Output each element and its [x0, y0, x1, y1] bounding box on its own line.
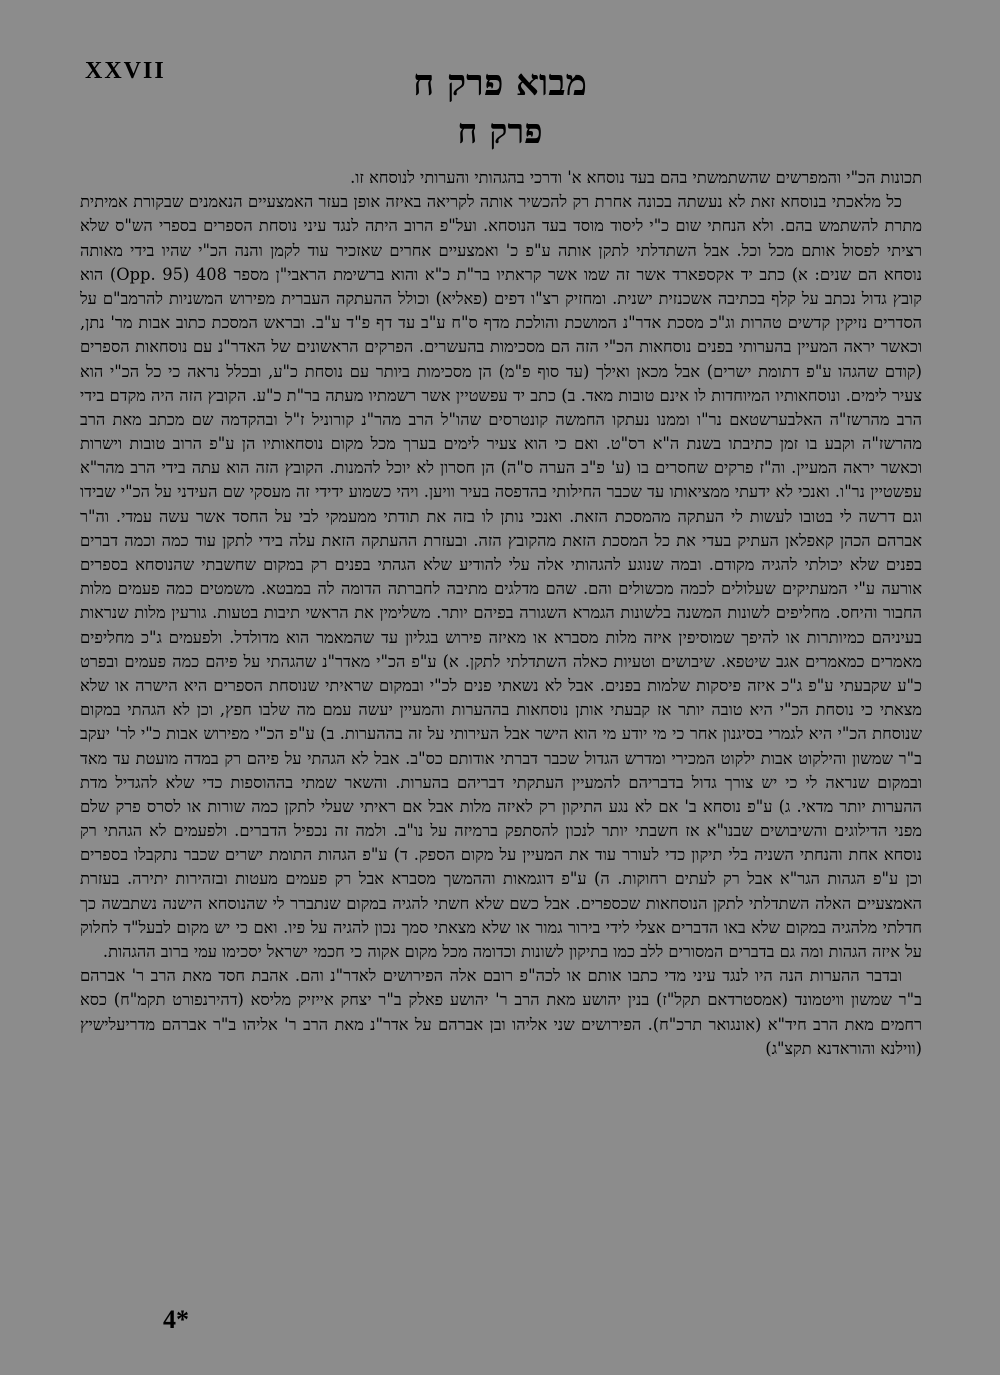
page-number: XXVII — [85, 58, 166, 84]
running-head: מבוא פרק ח — [413, 62, 587, 104]
body-text — [80, 166, 922, 1296]
paragraph-commentaries: ובדבר ההערות הנה היו לנגד עיני מדי כתבו אותם או לכה"פ רובם אלה הפירושים לאדר"נ והם. אהבת חסד מאת הרב ר' אברהם ב"ר שמשון וויטמונד (אמסטרדאם תקל"ז) בנין יהושע מאת הרב ר' יהושע פאלק ב"ר יצחק אייזיק מליסא (דהירנפורט תקמ"ח) כסא רחמים מאת הרב חיד"א (אונגואר תרכ"ח). הפירושים שני אליהו ובן אברהם על אדר"נ מאת הרב ר' אליהו ב"ר אברהם מדריעלישיץ (ווילנא והוראדנא תקצ"ג) — [80, 966, 922, 1058]
chapter-title: פרק ח — [457, 112, 543, 152]
signature-mark: 4* — [163, 1305, 189, 1334]
paragraph-manuscripts: כל מלאכתי בנוסחא זאת לא נעשתה בכונה אחרת רק להכשיר אותה לקריאה באיזה אופן בעזר האמצעיים הנאמנים שבקורת אמיתית מתרת להשתמש בהם. ולא הנחתי שום כ"י ליסוד מוסד בעד הנוסחא. ועל"פ הרוב היתה לנגד עיני נוסחת הספרים בספרי הש"ס שלא רציתי לפסול אותם מכל וכל. אבל השתדלתי לתקן אותה ע"פ כ' ואמצעיים אחרים שאזכיר עוד לקמן והנה הכ"י שהיו בידי מאותה נוסחא הם שנים: א) כתב יד אקספארד אשר זה שמו אשר קראתיו בר"ת כ"א והוא ברשימת הראבי"ן מספר 408 (Opp. 95) הוא קובץ גדול נכתב על קלף בכתיבה אשכנזית ישנית. ומחזיק רצ"ו דפים (פאליא) וכולל ההעתקה העברית מפירוש המשניות להרמב"ם על הסדרים נזיקין קדשים טהרות וג"כ מסכת אדר"נ המושכת והולכת מדף ס"ח ע"ב עד דף פ"ד ע"ב. ובראש המסכת כתוב אבות מר' נתן, וכאשר יראה המעיין בהערותי בפנים נוסחאות הכ"י הזה הם מסכימות בהעשרים. הפרקים הראשונים של האדר"נ עם נוסחאות הספרים (קודם שהגהו ע"פ דתומת ישרים) אבל מכאן ואילך (עד סוף פ"מ) הן מסכימות ביותר עם נוסחת כ"ע, ובכלל נראה כי כל הכ"י הוא צעיר לימים. ונוסחאותיו המיוחדות לו אינם טובות מאד. ב) כתב יד עפשטיין אשר רשמתיו מעתה בר"ת כ"ע. הקובץ הזה היה מקדם בידי הרב מהרשז"ה האלבערשטאם נר"ו וממנו נעתקו החמשה קונטרסים שהו"ל הרב מהר"נ קורוניל ז"ל ובהקדמה שם מכתב מאת הרב מהרשז"ה וקבע בו זמן כתיבתו בשנת ה"א רס"ט. ואם כי הוא צעיר לימים בערך מכל מקום נוסחאותיו הן ע"פ הרוב טובות וישרות וכאשר יראה המעיין. וה"ז פרקים שחסרים בו (ע' פ"ב הערה ס"ה) הן חסרון לא יוכל להמנות. הקובץ הזה הוא עתה בידי הרב מהר"א עפשטיין נר"ו. ואנכי לא ידעתי ממציאותו עד שכבר החילותי בהדפסה בעיר וויען. ויהי כשמוע ידידי זה מעסקי שם העידני על הכ"י שבידו וגם דרשה לי בטובו לעשות לי העתקה מהמסכת הזאת. ואנכי נותן לו בזה את תודתי ממעמקי לבי על החסד אשר עשה עמדי. וה"ר אברהם הכהן קאפלאן העתיק בעדי את כל המסכת הזאת מהקובץ הזה. ובעזרת ההעתקה הזאת עלה בידי לתקן עוד כמה וכמה דברים בפנים שלא יכולתי להגיה מקודם. ובמה שנוגע להגהותי אלה עלי להודיע שלא הגהתי בפנים רק במקום שחשבתי שהנוסחא בספרים אורעה ע"י המעתיקים שעלולים לכמה מכשולים והם. שהם מדלגים מתיבה לחברתה הדומה לה במבטא. משמטים כמה פעמים מלות החבור והיחס. מחליפים לשונות המשנה בלשונות הגמרא השגורה בפיהם יותר. משלימין את הראשי תיבות בטעות. גורעין מלות שנראות בעיניהם כמיותרות או להיפך שמוסיפין איזה מלות מסברא או מאיזה פירוש בגליון עד שהמאמר הוא מדולדל. ולפעמים ג"כ מחליפים מאמרים כמאמרים אגב שיטפא. שיבושים וטעיות כאלה השתדלתי לתקן. א) ע"פ הכ"י מאדר"נ שהגהתי על פיהם כמה פעמים ובפרט כ"ע שקבעתי ע"פ ג"כ איזה פיסקות שלמות בפנים. אבל לא נשאתי פנים לכ"י ובמקום שראיתי שנוסחת הספרים היא הישרה או שלא מצאתי כי נוסחת הכ"י היא טובה יותר אז קבעתי אותן נוסחאות בההערות והמעיין יעשה עמם מה שלבו חפץ, וכן לא הגהתי במקום שנוסחת הכ"י היא לגמרי בסיגנון אחר כי מי יודע מי הוא הישר אבל העירותי על זה בההערות. ב) ע"פ הכ"י מפירוש אבות כ"י לר' יעקב ב"ר שמשון והילקוט אבות ילקוט המכירי ומדרש הגדול שכבר דברתי אודותם כס"ב. אבל לא הגהתי על פיהם רק במדה מועטת עד מאד ובמקום שנראה לי כי יש צורך גדול בדבריהם להמעיין העתקתי דבריהם בהערות. והשאר שמתי בההוספות כדי שלא להגדיל מדת ההערות יותר מדאי. ג) ע"פ נוסחא ב' אם לא נגע התיקון רק לאיזה מלות אבל אם ראיתי שעלי לתקן כמה שורות או לסרס פרק שלם מפני הדילוגים והשיבושים שבנו"א אז חשבתי יותר לנכון להסתפק ברמיזה על נו"ב. ולמה זה נכפיל הדברים. ולפעמים לא הגהתי רק נוסחא אחת והנחתי השניה בלי תיקון כדי לעורר עוד את המעיין על מקום הספק. ד) ע"פ הגהות התומת ישרים שכבר נתקבלו בספרים וכן ע"פ הגהות הגר"א אבל רק לעתים רחוקות. ה) ע"פ דוגמאות וההמשך מסברא אבל רק פעמים מעטות ובזהירות יתירה. בעזרת האמצעיים האלה השתדלתי לתקן הנוסחאות שכספרים. אבל כשם שלא חשתי להגיה במקום שנתברר לי שהנוסחא הישנה נשתבשה כך חדלתי מלהגיה במקום שלא באו הדברים אצלי לידי בירור גמור או שלא מצאתי סמך נכון להגיה על פיו. ואם כי יש מקום לבעל"ד לחלוק על איזה הגהות ומה גם בדברים המסורים ללב כמו בתיקון לשונות וכדומה מכל מקום אקוה כי חכמי ישראל יסכימו עמי ברוב ההגהות. — [80, 192, 922, 961]
chapter-summary: תכונות הכ"י והמפרשים שהשתמשתי בהם בעד נוסחא א' ודרכי בהגהותי והערותי לנוסחא זו. — [350, 168, 922, 187]
